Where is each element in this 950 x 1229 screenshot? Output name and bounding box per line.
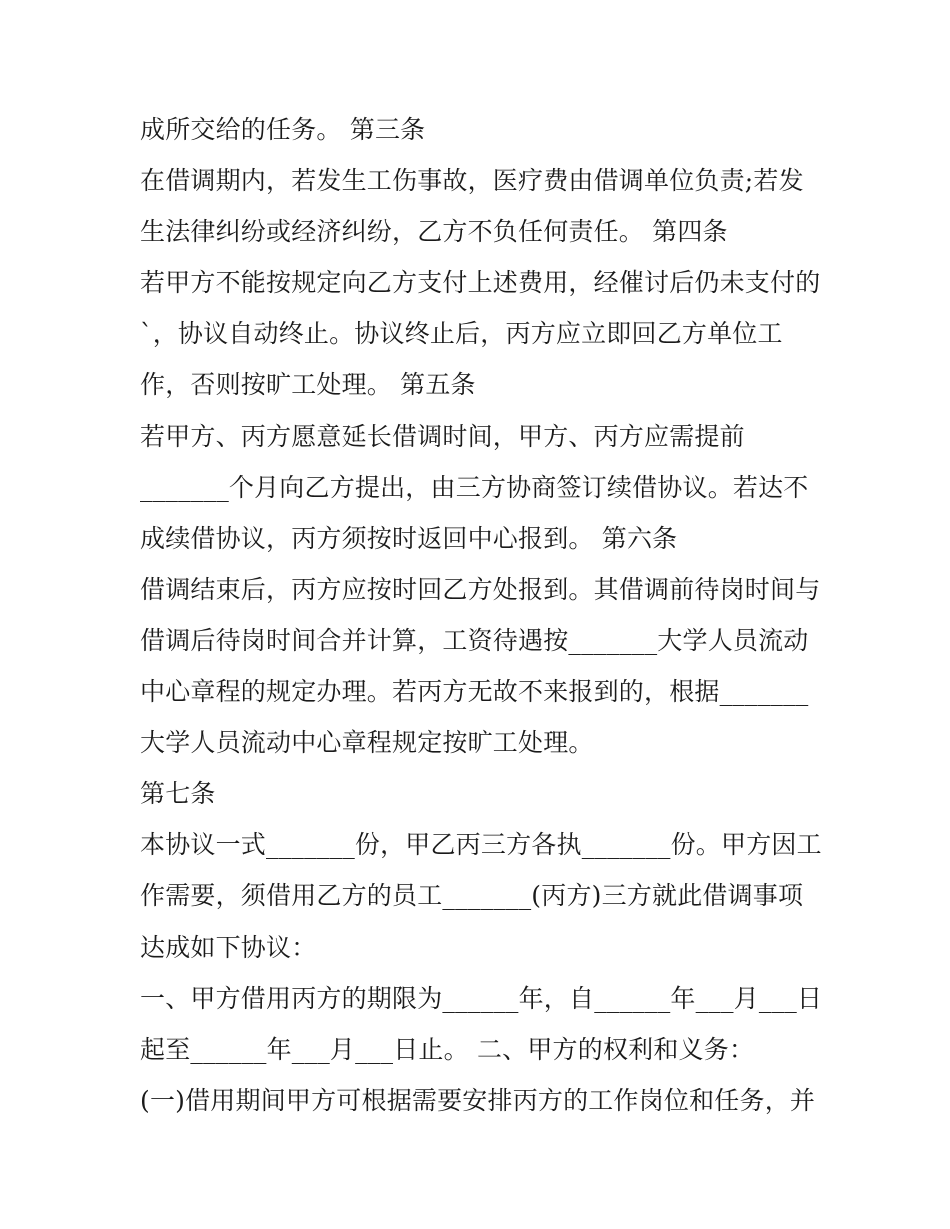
text-line: _______个月向乙方提出，由三方协商签订续借协议。若达不: [140, 472, 809, 502]
text-line: 成续借协议，丙方须按时返回中心报到。 第六条: [140, 523, 678, 553]
text-line: 一、甲方借用丙方的期限为______年，自______年___月___日: [140, 983, 823, 1013]
text-line: 起至______年___月___日止。 二、甲方的权利和义务：: [140, 1034, 755, 1064]
text-line: 借调后待岗时间合并计算，工资待遇按_______大学人员流动: [140, 625, 809, 655]
text-line: 中心章程的规定办理。若丙方无故不来报到的，根据_______: [140, 677, 809, 707]
agreement-text-body: [140, 104, 830, 1126]
text-line: 大学人员流动中心章程规定按旷工处理。: [140, 728, 594, 758]
text-line: 若甲方、丙方愿意延长借调时间，甲方、丙方应需提前: [140, 421, 745, 451]
text-line: 第七条: [140, 779, 216, 809]
text-line: 达成如下协议：: [140, 932, 317, 962]
text-line: 借调结束后，丙方应按时回乙方处报到。其借调前待岗时间与: [140, 574, 821, 604]
text-line: 成所交给的任务。 第三条: [140, 115, 426, 144]
text-line: 作需要，须借用乙方的员工_______(丙方)三方就此借调事项: [140, 881, 804, 911]
text-line: 作，否则按旷工处理。 第五条: [140, 370, 476, 400]
text-line: 本协议一式_______份，甲乙丙三方各执_______份。甲方因工: [140, 830, 822, 860]
text-line: (一)借用期间甲方可根据需要安排丙方的工作岗位和任务，并: [140, 1085, 816, 1115]
text-line: 生法律纠纷或经济纠纷，乙方不负任何责任。 第四条: [140, 217, 728, 247]
text-line: 若甲方不能按规定向乙方支付上述费用，经催讨后仍未支付的: [140, 268, 821, 298]
text-line: `，协议自动终止。协议终止后，丙方应立即回乙方单位工: [140, 319, 783, 349]
text-line: 在借调期内，若发生工伤事故，医疗费由借调单位负责;若发: [140, 166, 804, 196]
